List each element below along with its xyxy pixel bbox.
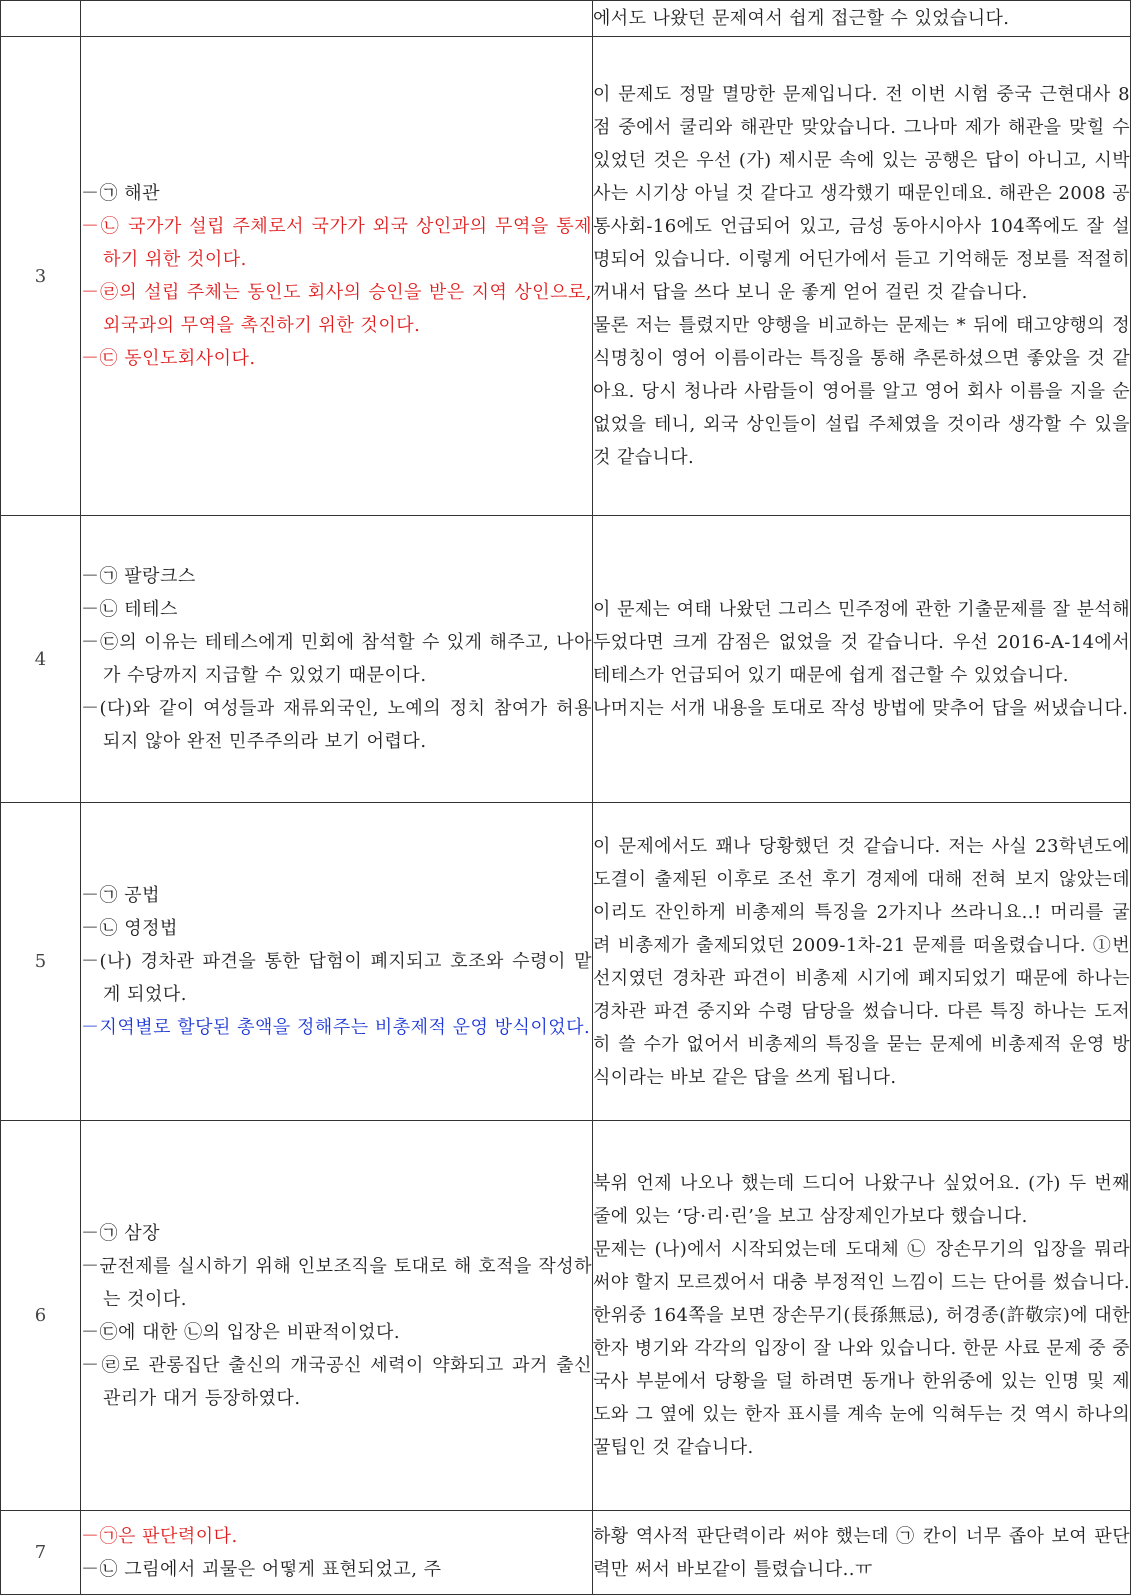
comment-paragraph: 물론 저는 틀렸지만 양행을 비교하는 문제는 * 뒤에 태고양행의 정식명칭이 영어 이름이라는 특징을 통해 추론하셨으면 좋았을 것 같아요. 당시 청나라 사람들이 영어를 알고 영어 회사 이름을 지을 순 없었을 테니, 외국 상인들이 설립 주체였을 것이라 생각할 수 있을 것 같습니다. [593,315,1130,468]
answer-item: －㉣의 설립 주체는 동인도 회사의 승인을 받은 지역 상인으로, 외국과의 무역을 촉진하기 위한 것이다. [81,282,592,336]
question-number [1,1,81,37]
answer-cell [81,1,593,37]
question-number: 4 [1,516,81,803]
comment-paragraph: 나머지는 서개 내용을 토대로 작성 방법에 맞추어 답을 써냈습니다. [593,698,1129,719]
comment-paragraph: 이 문제도 정말 멸망한 문제입니다. 전 이번 시험 중국 근현대사 8점 중에서 쿨리와 해관만 맞았습니다. 그나마 제가 해관을 맞힐 수 있었던 것은 우선 (가) 제시문 속에 있는 공행은 답이 아니고, 시박사는 시기상 아닐 것 같다고 생각했기 때문인데요. 해관은 2008 공통사회-16에도 언급되어 있고, 금성 동아시아사 104쪽에도 잘 설명되어 있습니다. 이렇게 어딘가에서 듣고 기억해둔 정보를 적절히 꺼내서 답을 쓰다 보니 운 좋게 얻어 걸린 것 같습니다. [593,84,1130,303]
question-number: 3 [1,37,81,516]
table-row [1,1,1131,37]
comment-cell [593,1,1131,37]
table-row [1,803,1131,1121]
comment-paragraph: 에서도 나왔던 문제여서 쉽게 접근할 수 있었습니다. [593,8,1010,29]
comment-paragraph: 이 문제는 여태 나왔던 그리스 민주정에 관한 기출문제를 잘 분석해두었다면 크게 감점은 없었을 것 같습니다. 우선 2016-A-14에서 테테스가 언급되어 있기 때문에 쉽게 접근할 수 있었습니다. [593,599,1130,686]
comment-cell [593,516,1131,803]
answer-item: －㉠ 해관 [81,183,160,204]
table-row [1,516,1131,803]
answer-cell [81,37,593,516]
comment-paragraph: 이 문제에서도 꽤나 당황했던 것 같습니다. 저는 사실 23학년도에 도결이 출제된 이후로 조선 후기 경제에 대해 전혀 보지 않았는데 이리도 잔인하게 비총제의 특징을 2가지나 쓰라니요..! 머리를 굴려 비총제가 출제되었던 2009-1차-21 문제를 떠올렸습니다. ①번 선지였던 경차관 파견이 비총제 시기에 폐지되었기 때문에 하나는 경차관 파견 중지와 수령 담당을 썼습니다. 다른 특징 하나는 도저히 쓸 수가 없어서 비총제의 특징을 묻는 문제에 비총제적 운영 방식이라는 바보 같은 답을 쓰게 됩니다. [593,835,1130,1088]
answer-cell [81,1121,593,1511]
answer-item: －㉠ 삼장 [81,1222,160,1244]
answer-item: －(다)와 같이 여성들과 재류외국인, 노예의 정치 참여가 허용되지 않아 완전 민주주의라 보기 어렵다. [81,698,592,752]
question-number: 6 [1,1121,81,1511]
answer-item: －㉣로 관롱집단 출신의 개국공신 세력이 약화되고 과거 출신 관리가 대거 등장하였다. [81,1354,592,1409]
answer-item: －㉡ 영정법 [81,918,178,939]
answer-cell [81,803,593,1121]
answer-item: －㉡ 그림에서 괴물은 어떻게 표현되었고, 주 [81,1558,442,1580]
answer-item: －㉢ 동인도회사이다. [81,348,256,369]
answer-cell [81,516,593,803]
table-row [1,1511,1131,1595]
comment-cell [593,803,1131,1121]
answer-item: －지역별로 할당된 총액을 정해주는 비총제적 운영 방식이었다. [81,1017,591,1038]
question-number: 7 [1,1511,81,1595]
answer-item: －(나) 경차관 파견을 통한 답험이 폐지되고 호조와 수령이 맡게 되었다. [81,951,592,1005]
answer-cell [81,1511,593,1595]
answer-item: －㉡ 국가가 설립 주체로서 국가가 외국 상인과의 무역을 통제하기 위한 것이다. [81,216,592,270]
comment-paragraph: 하황 역사적 판단력이라 써야 했는데 ㉠ 칸이 너무 좁아 보여 판단력만 써서 바보같이 틀렸습니다..ㅠ [593,1525,1130,1580]
comment-paragraph: 북위 언제 나오나 했는데 드디어 나왔구나 싶었어요. (가) 두 번째 줄에 있는 ‘당·리·린’을 보고 삼장제인가보다 했습니다. [593,1173,1130,1227]
answer-item: －㉠ 팔랑크스 [81,566,196,587]
answer-item: －균전제를 실시하기 위해 인보조직을 토대로 해 호적을 작성하는 것이다. [81,1255,592,1310]
question-number: 5 [1,803,81,1121]
answer-item: －㉢의 이유는 테테스에게 민회에 참석할 수 있게 해주고, 나아가 수당까지 지급할 수 있었기 때문이다. [81,632,592,686]
comment-paragraph: 문제는 (나)에서 시작되었는데 도대체 ㉡ 장손무기의 입장을 뭐라 써야 할지 모르겠어서 대충 부정적인 느낌이 드는 단어를 썼습니다. 한위중 164쪽을 보면 장손무기(長孫無忌), 허경종(許敬宗)에 대한 한자 병기와 각각의 입장이 잘 나와 있습니다. 한문 사료 문제 중 중국사 부분에서 당황을 덜 하려면 동개나 한위중에 있는 인명 및 제도와 그 옆에 있는 한자 표시를 계속 눈에 익혀두는 것 역시 하나의 꿀팁인 것 같습니다. [593,1239,1130,1458]
comment-cell [593,37,1131,516]
table-row [1,37,1131,516]
answer-item: －㉡ 테테스 [81,599,178,620]
answer-item: －㉠ 공법 [81,885,160,906]
answer-item: －㉢에 대한 ㉡의 입장은 비판적이었다. [81,1321,401,1343]
answer-item: －㉠은 판단력이다. [81,1525,238,1547]
comment-cell [593,1121,1131,1511]
table-row [1,1121,1131,1511]
comment-cell [593,1511,1131,1595]
